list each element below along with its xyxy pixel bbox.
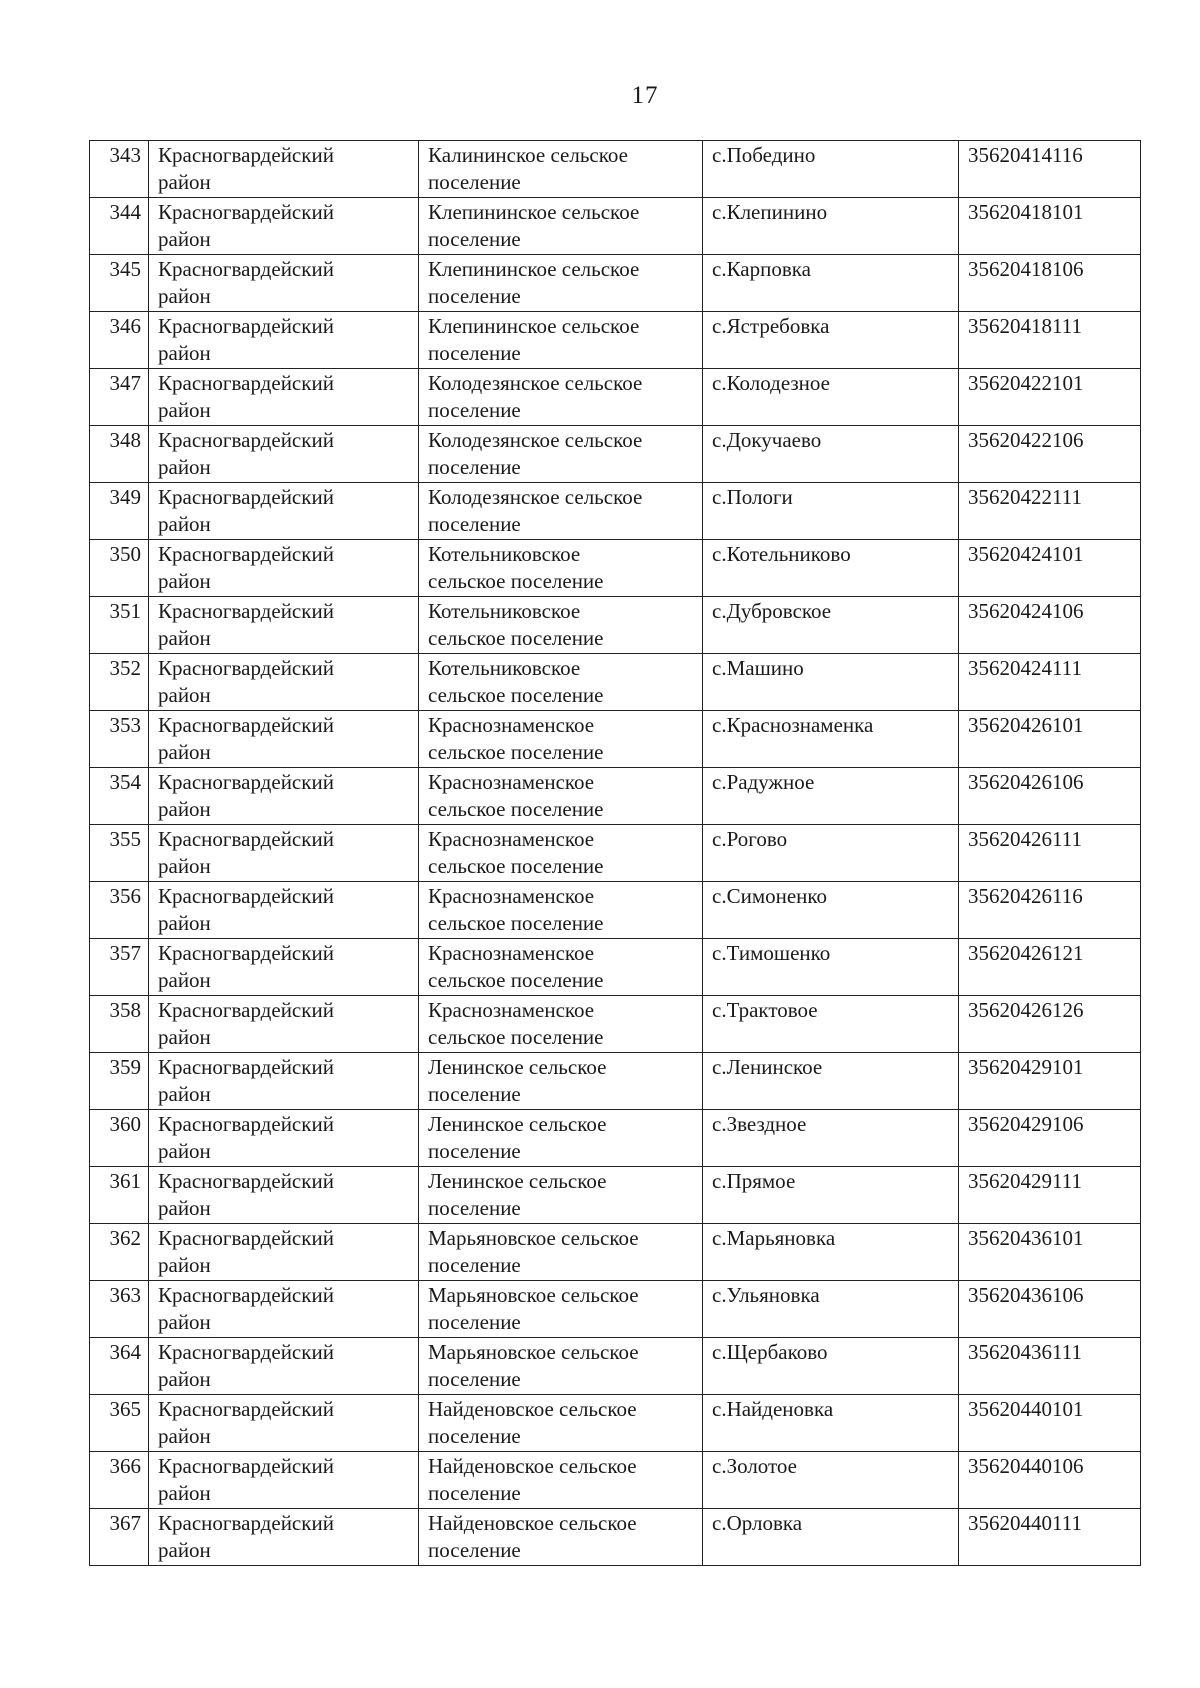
table-row — [90, 426, 1141, 483]
district-cell — [149, 483, 419, 540]
district-text: Красногвардейский — [158, 1511, 334, 1535]
village-cell: с.Марьяновка — [703, 1224, 959, 1281]
oktmo-code-cell: 35620436111 — [959, 1338, 1141, 1395]
district-cell — [149, 654, 419, 711]
oktmo-code-cell: 35620429106 — [959, 1110, 1141, 1167]
district-text: район — [158, 1481, 211, 1505]
settlement-cell — [419, 1509, 703, 1566]
district-text: Красногвардейский — [158, 1283, 334, 1307]
table-row — [90, 768, 1141, 825]
oktmo-code-cell: 35620426106 — [959, 768, 1141, 825]
row-number: 365 — [90, 1395, 149, 1452]
row-number: 346 — [90, 312, 149, 369]
district-text: район — [158, 1082, 211, 1106]
district-text: район — [158, 911, 211, 935]
settlement-text: Ленинское сельское — [428, 1112, 607, 1136]
district-text: район — [158, 1139, 211, 1163]
settlement-text: поселение — [428, 1310, 521, 1334]
village-cell: с.Трактовое — [703, 996, 959, 1053]
settlement-cell — [419, 939, 703, 996]
settlement-text: сельское поселение — [428, 626, 604, 650]
oktmo-code-cell: 35620440111 — [959, 1509, 1141, 1566]
district-text: Красногвардейский — [158, 1397, 334, 1421]
settlement-text: Найденовское сельское — [428, 1511, 637, 1535]
table-row — [90, 825, 1141, 882]
settlement-cell — [419, 369, 703, 426]
oktmo-code-cell: 35620429101 — [959, 1053, 1141, 1110]
settlement-text: сельское поселение — [428, 854, 604, 878]
district-cell — [149, 939, 419, 996]
row-number: 364 — [90, 1338, 149, 1395]
settlement-cell — [419, 825, 703, 882]
table-row — [90, 198, 1141, 255]
settlement-text: поселение — [428, 1538, 521, 1562]
district-text: район — [158, 341, 211, 365]
oktmo-code-cell: 35620418106 — [959, 255, 1141, 312]
settlement-text: Марьяновское сельское — [428, 1283, 639, 1307]
settlement-text: Краснознаменское — [428, 827, 595, 851]
district-text: Красногвардейский — [158, 314, 334, 338]
district-text: Красногвардейский — [158, 143, 334, 167]
table-row — [90, 1224, 1141, 1281]
table-row — [90, 1110, 1141, 1167]
oktmo-code-cell: 35620418111 — [959, 312, 1141, 369]
district-text: Красногвардейский — [158, 371, 334, 395]
oktmo-code-cell: 35620426111 — [959, 825, 1141, 882]
district-text: Красногвардейский — [158, 827, 334, 851]
oktmo-code-cell: 35620418101 — [959, 198, 1141, 255]
row-number: 348 — [90, 426, 149, 483]
village-cell: с.Докучаево — [703, 426, 959, 483]
village-cell: с.Ленинское — [703, 1053, 959, 1110]
settlements-table — [89, 140, 1141, 1566]
settlement-text: поселение — [428, 1196, 521, 1220]
district-text: район — [158, 170, 211, 194]
district-text: Красногвардейский — [158, 257, 334, 281]
settlement-text: поселение — [428, 1424, 521, 1448]
row-number: 350 — [90, 540, 149, 597]
district-text: район — [158, 1538, 211, 1562]
settlements-table-body — [90, 141, 1141, 1566]
district-text: Красногвардейский — [158, 1169, 334, 1193]
district-text: район — [158, 797, 211, 821]
settlement-text: поселение — [428, 1481, 521, 1505]
village-cell: с.Карповка — [703, 255, 959, 312]
district-cell — [149, 1509, 419, 1566]
settlement-text: Колодезянское сельское — [428, 371, 643, 395]
settlement-cell — [419, 1452, 703, 1509]
district-text: Красногвардейский — [158, 770, 334, 794]
district-text: Красногвардейский — [158, 428, 334, 452]
settlement-text: Краснознаменское — [428, 770, 595, 794]
row-number: 367 — [90, 1509, 149, 1566]
oktmo-code-cell: 35620414116 — [959, 141, 1141, 198]
district-cell — [149, 1338, 419, 1395]
settlement-text: Найденовское сельское — [428, 1454, 637, 1478]
row-number: 366 — [90, 1452, 149, 1509]
village-cell: с.Рогово — [703, 825, 959, 882]
district-text: район — [158, 683, 211, 707]
row-number: 357 — [90, 939, 149, 996]
district-cell — [149, 540, 419, 597]
village-cell: с.Дубровское — [703, 597, 959, 654]
village-cell: с.Золотое — [703, 1452, 959, 1509]
district-text: район — [158, 968, 211, 992]
village-cell: с.Найденовка — [703, 1395, 959, 1452]
oktmo-code-cell: 35620426121 — [959, 939, 1141, 996]
village-cell: с.Щербаково — [703, 1338, 959, 1395]
district-cell — [149, 768, 419, 825]
district-cell — [149, 1281, 419, 1338]
settlement-text: Калининское сельское — [428, 143, 628, 167]
district-cell — [149, 996, 419, 1053]
district-cell — [149, 1167, 419, 1224]
page-number: 17 — [631, 82, 659, 109]
oktmo-code-cell: 35620429111 — [959, 1167, 1141, 1224]
district-text: Красногвардейский — [158, 1055, 334, 1079]
settlement-text: Клепининское сельское — [428, 200, 640, 224]
settlement-cell — [419, 1395, 703, 1452]
oktmo-code-cell: 35620440106 — [959, 1452, 1141, 1509]
settlement-text: сельское поселение — [428, 740, 604, 764]
village-cell: с.Побединo — [703, 141, 959, 198]
district-cell — [149, 1110, 419, 1167]
oktmo-code-cell: 35620422101 — [959, 369, 1141, 426]
table-row — [90, 654, 1141, 711]
settlement-cell — [419, 1167, 703, 1224]
row-number: 347 — [90, 369, 149, 426]
settlement-cell — [419, 711, 703, 768]
district-text: район — [158, 1025, 211, 1049]
settlement-cell — [419, 654, 703, 711]
district-text: Красногвардейский — [158, 1226, 334, 1250]
row-number: 345 — [90, 255, 149, 312]
settlement-text: Котельниковское — [428, 656, 581, 680]
row-number: 343 — [90, 141, 149, 198]
district-cell — [149, 882, 419, 939]
district-cell — [149, 426, 419, 483]
settlement-text: поселение — [428, 1253, 521, 1277]
settlement-cell — [419, 540, 703, 597]
district-text: Красногвардейский — [158, 656, 334, 680]
row-number: 344 — [90, 198, 149, 255]
district-cell — [149, 369, 419, 426]
table-row — [90, 540, 1141, 597]
row-number: 353 — [90, 711, 149, 768]
settlement-text: поселение — [428, 1082, 521, 1106]
table-row — [90, 1452, 1141, 1509]
district-cell — [149, 141, 419, 198]
village-cell: с.Краснознаменка — [703, 711, 959, 768]
settlement-text: поселение — [428, 398, 521, 422]
settlement-text: сельское поселение — [428, 1025, 604, 1049]
row-number: 356 — [90, 882, 149, 939]
settlement-text: Котельниковское — [428, 599, 581, 623]
settlement-cell — [419, 882, 703, 939]
district-text: район — [158, 1367, 211, 1391]
oktmo-code-cell: 35620440101 — [959, 1395, 1141, 1452]
oktmo-code-cell: 35620426126 — [959, 996, 1141, 1053]
table-row — [90, 1509, 1141, 1566]
settlement-text: поселение — [428, 1367, 521, 1391]
settlement-cell — [419, 312, 703, 369]
settlement-text: Найденовское сельское — [428, 1397, 637, 1421]
settlement-text: поселение — [428, 512, 521, 536]
row-number: 354 — [90, 768, 149, 825]
village-cell: с.Колодезное — [703, 369, 959, 426]
district-text: Красногвардейский — [158, 1454, 334, 1478]
village-cell: с.Ястребовка — [703, 312, 959, 369]
row-number: 352 — [90, 654, 149, 711]
settlement-text: Колодезянское сельское — [428, 428, 643, 452]
settlement-cell — [419, 255, 703, 312]
row-number: 349 — [90, 483, 149, 540]
table-row — [90, 312, 1141, 369]
row-number: 358 — [90, 996, 149, 1053]
district-text: район — [158, 854, 211, 878]
village-cell: с.Тимошенко — [703, 939, 959, 996]
settlement-text: Клепининское сельское — [428, 314, 640, 338]
settlement-text: поселение — [428, 455, 521, 479]
village-cell: с.Котельниково — [703, 540, 959, 597]
row-number: 360 — [90, 1110, 149, 1167]
district-cell — [149, 597, 419, 654]
settlement-text: сельское поселение — [428, 911, 604, 935]
settlement-text: сельское поселение — [428, 683, 604, 707]
settlement-text: Марьяновское сельское — [428, 1340, 639, 1364]
district-cell — [149, 711, 419, 768]
district-cell — [149, 1224, 419, 1281]
row-number: 362 — [90, 1224, 149, 1281]
settlement-text: поселение — [428, 227, 521, 251]
settlement-cell — [419, 1053, 703, 1110]
district-text: Красногвардейский — [158, 884, 334, 908]
district-text: Красногвардейский — [158, 941, 334, 965]
district-cell — [149, 255, 419, 312]
settlement-cell — [419, 1110, 703, 1167]
district-cell — [149, 1053, 419, 1110]
district-text: Красногвардейский — [158, 1112, 334, 1136]
district-text: Красногвардейский — [158, 485, 334, 509]
settlement-text: Ленинское сельское — [428, 1055, 607, 1079]
table-row — [90, 996, 1141, 1053]
table-row — [90, 597, 1141, 654]
district-text: район — [158, 569, 211, 593]
oktmo-code-cell: 35620426116 — [959, 882, 1141, 939]
row-number: 361 — [90, 1167, 149, 1224]
table-row — [90, 711, 1141, 768]
district-text: район — [158, 626, 211, 650]
district-cell — [149, 1452, 419, 1509]
oktmo-code-cell: 35620424111 — [959, 654, 1141, 711]
oktmo-code-cell: 35620422111 — [959, 483, 1141, 540]
settlement-text: Марьяновское сельское — [428, 1226, 639, 1250]
district-text: район — [158, 227, 211, 251]
settlement-text: сельское поселение — [428, 797, 604, 821]
settlement-text: Котельниковское — [428, 542, 581, 566]
district-text: район — [158, 1196, 211, 1220]
village-cell: с.Прямое — [703, 1167, 959, 1224]
settlement-cell — [419, 1281, 703, 1338]
district-text: район — [158, 398, 211, 422]
row-number: 363 — [90, 1281, 149, 1338]
district-text: Красногвардейский — [158, 599, 334, 623]
district-text: Красногвардейский — [158, 1340, 334, 1364]
settlement-cell — [419, 597, 703, 654]
district-cell — [149, 312, 419, 369]
settlement-cell — [419, 141, 703, 198]
district-text: район — [158, 1310, 211, 1334]
settlement-cell — [419, 996, 703, 1053]
settlement-text: Краснознаменское — [428, 884, 595, 908]
village-cell: с.Пологи — [703, 483, 959, 540]
district-cell — [149, 1395, 419, 1452]
district-cell — [149, 825, 419, 882]
table-row — [90, 1053, 1141, 1110]
table-row — [90, 1167, 1141, 1224]
settlement-cell — [419, 198, 703, 255]
oktmo-code-cell: 35620424106 — [959, 597, 1141, 654]
district-text: район — [158, 740, 211, 764]
district-text: Красногвардейский — [158, 542, 334, 566]
settlement-text: Ленинское сельское — [428, 1169, 607, 1193]
table-row — [90, 483, 1141, 540]
settlement-cell — [419, 1338, 703, 1395]
table-row — [90, 939, 1141, 996]
table-row — [90, 1395, 1141, 1452]
settlement-cell — [419, 426, 703, 483]
settlement-text: сельское поселение — [428, 569, 604, 593]
settlement-text: Краснознаменское — [428, 941, 595, 965]
oktmo-code-cell: 35620424101 — [959, 540, 1141, 597]
district-text: район — [158, 1253, 211, 1277]
settlement-text: Краснознаменское — [428, 998, 595, 1022]
settlement-text: поселение — [428, 170, 521, 194]
row-number: 355 — [90, 825, 149, 882]
district-text: район — [158, 1424, 211, 1448]
village-cell: с.Клепинино — [703, 198, 959, 255]
district-text: Красногвардейский — [158, 713, 334, 737]
settlement-text: поселение — [428, 341, 521, 365]
table-row — [90, 369, 1141, 426]
settlement-text: поселение — [428, 1139, 521, 1163]
table-row — [90, 255, 1141, 312]
table-row — [90, 882, 1141, 939]
oktmo-code-cell: 35620426101 — [959, 711, 1141, 768]
village-cell: с.Симоненко — [703, 882, 959, 939]
district-text: Красногвардейский — [158, 998, 334, 1022]
village-cell: с.Радужное — [703, 768, 959, 825]
settlement-text: поселение — [428, 284, 521, 308]
row-number: 359 — [90, 1053, 149, 1110]
table-row — [90, 141, 1141, 198]
district-text: Красногвардейский — [158, 200, 334, 224]
row-number: 351 — [90, 597, 149, 654]
village-cell: с.Машино — [703, 654, 959, 711]
district-text: район — [158, 512, 211, 536]
settlement-cell — [419, 768, 703, 825]
oktmo-code-cell: 35620422106 — [959, 426, 1141, 483]
table-row — [90, 1338, 1141, 1395]
settlement-text: сельское поселение — [428, 968, 604, 992]
village-cell: с.Орловка — [703, 1509, 959, 1566]
settlement-cell — [419, 1224, 703, 1281]
settlement-text: Колодезянское сельское — [428, 485, 643, 509]
settlement-cell — [419, 483, 703, 540]
settlement-text: Клепининское сельское — [428, 257, 640, 281]
district-text: район — [158, 284, 211, 308]
district-cell — [149, 198, 419, 255]
table-row — [90, 1281, 1141, 1338]
oktmo-code-cell: 35620436106 — [959, 1281, 1141, 1338]
village-cell: с.Звездное — [703, 1110, 959, 1167]
village-cell: с.Ульяновка — [703, 1281, 959, 1338]
settlement-text: Краснознаменское — [428, 713, 595, 737]
district-text: район — [158, 455, 211, 479]
oktmo-code-cell: 35620436101 — [959, 1224, 1141, 1281]
